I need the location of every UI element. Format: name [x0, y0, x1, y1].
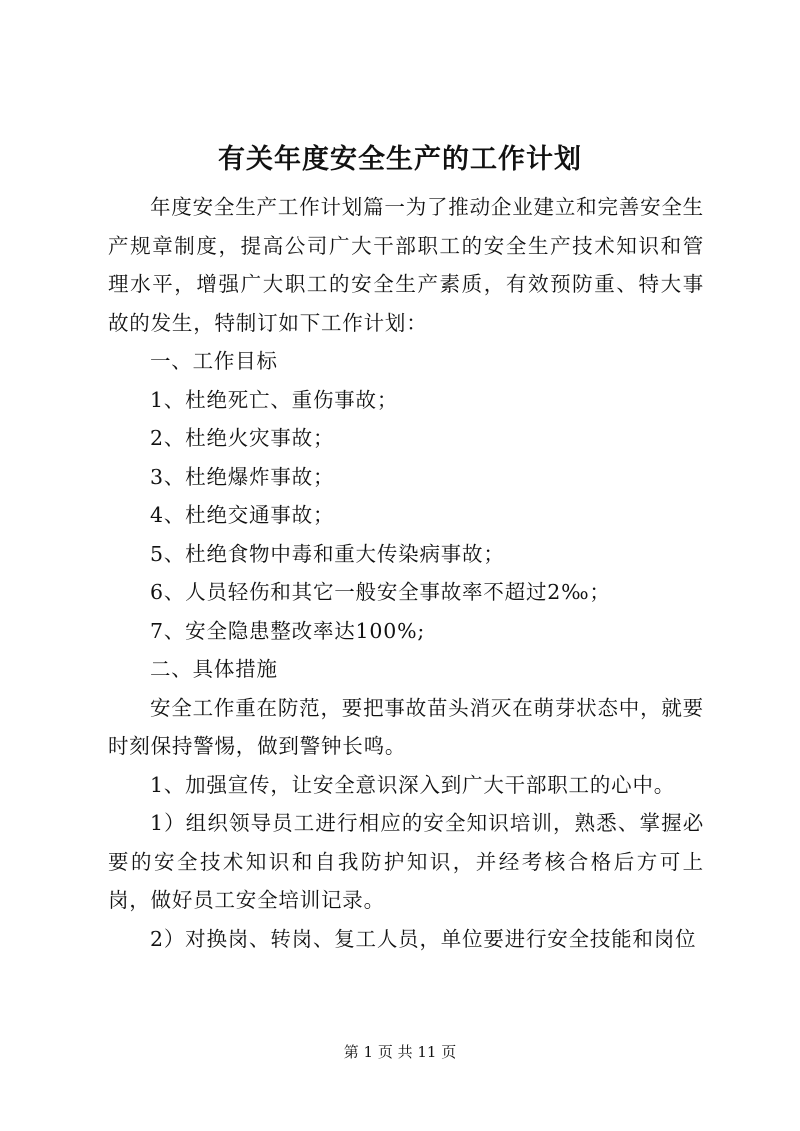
paragraph-intro: 年度安全生产工作计划篇一为了推动企业建立和完善安全生产规章制度，提高公司广大干部职工的安全生产技术知识和管理水平，增强广大职工的安全生产素质，有效预防重、特大事故的发生，特制订如下工作计划：: [108, 195, 704, 335]
goal-item-5: 5、杜绝食物中毒和重大传染病事故；: [150, 541, 505, 566]
goal-item-6: 6、人员轻伤和其它一般安全事故率不超过2‰；: [150, 580, 611, 604]
goal-item-7: 7、安全隐患整改率达100%;: [150, 618, 426, 643]
goal-item-3: 3、杜绝爆炸事故；: [150, 464, 335, 489]
section-heading-goals: 一、工作目标: [150, 349, 278, 373]
section-heading-measures: 二、具体措施: [150, 657, 278, 681]
measure-item-1: 1、加强宣传，让安全意识深入到广大干部职工的心中。: [150, 772, 676, 797]
page-footer: 第 1 页 共 11 页: [343, 1043, 457, 1061]
paragraph-measures-intro: 安全工作重在防范，要把事故苗头消灭在萌芽状态中，就要时刻保持警惕，做到警钟长鸣。: [108, 695, 704, 758]
goal-item-2: 2、杜绝火灾事故；: [150, 426, 335, 450]
goal-item-1: 1、杜绝死亡、重伤事故；: [150, 387, 399, 412]
measure-subitem-2: 2）对换岗、转岗、复工人员，单位要进行安全技能和岗位: [150, 926, 697, 951]
document-title: 有关年度安全生产的工作计划: [218, 144, 582, 175]
goal-item-4: 4、杜绝交通事故；: [150, 503, 335, 527]
document-body: [108, 188, 704, 958]
measure-subitem-1: 1）组织领导员工进行相应的安全知识培训，熟悉、掌握必要的安全技术知识和自我防护知识，并经考核合格后方可上岗，做好员工安全培训记录。: [108, 811, 704, 912]
